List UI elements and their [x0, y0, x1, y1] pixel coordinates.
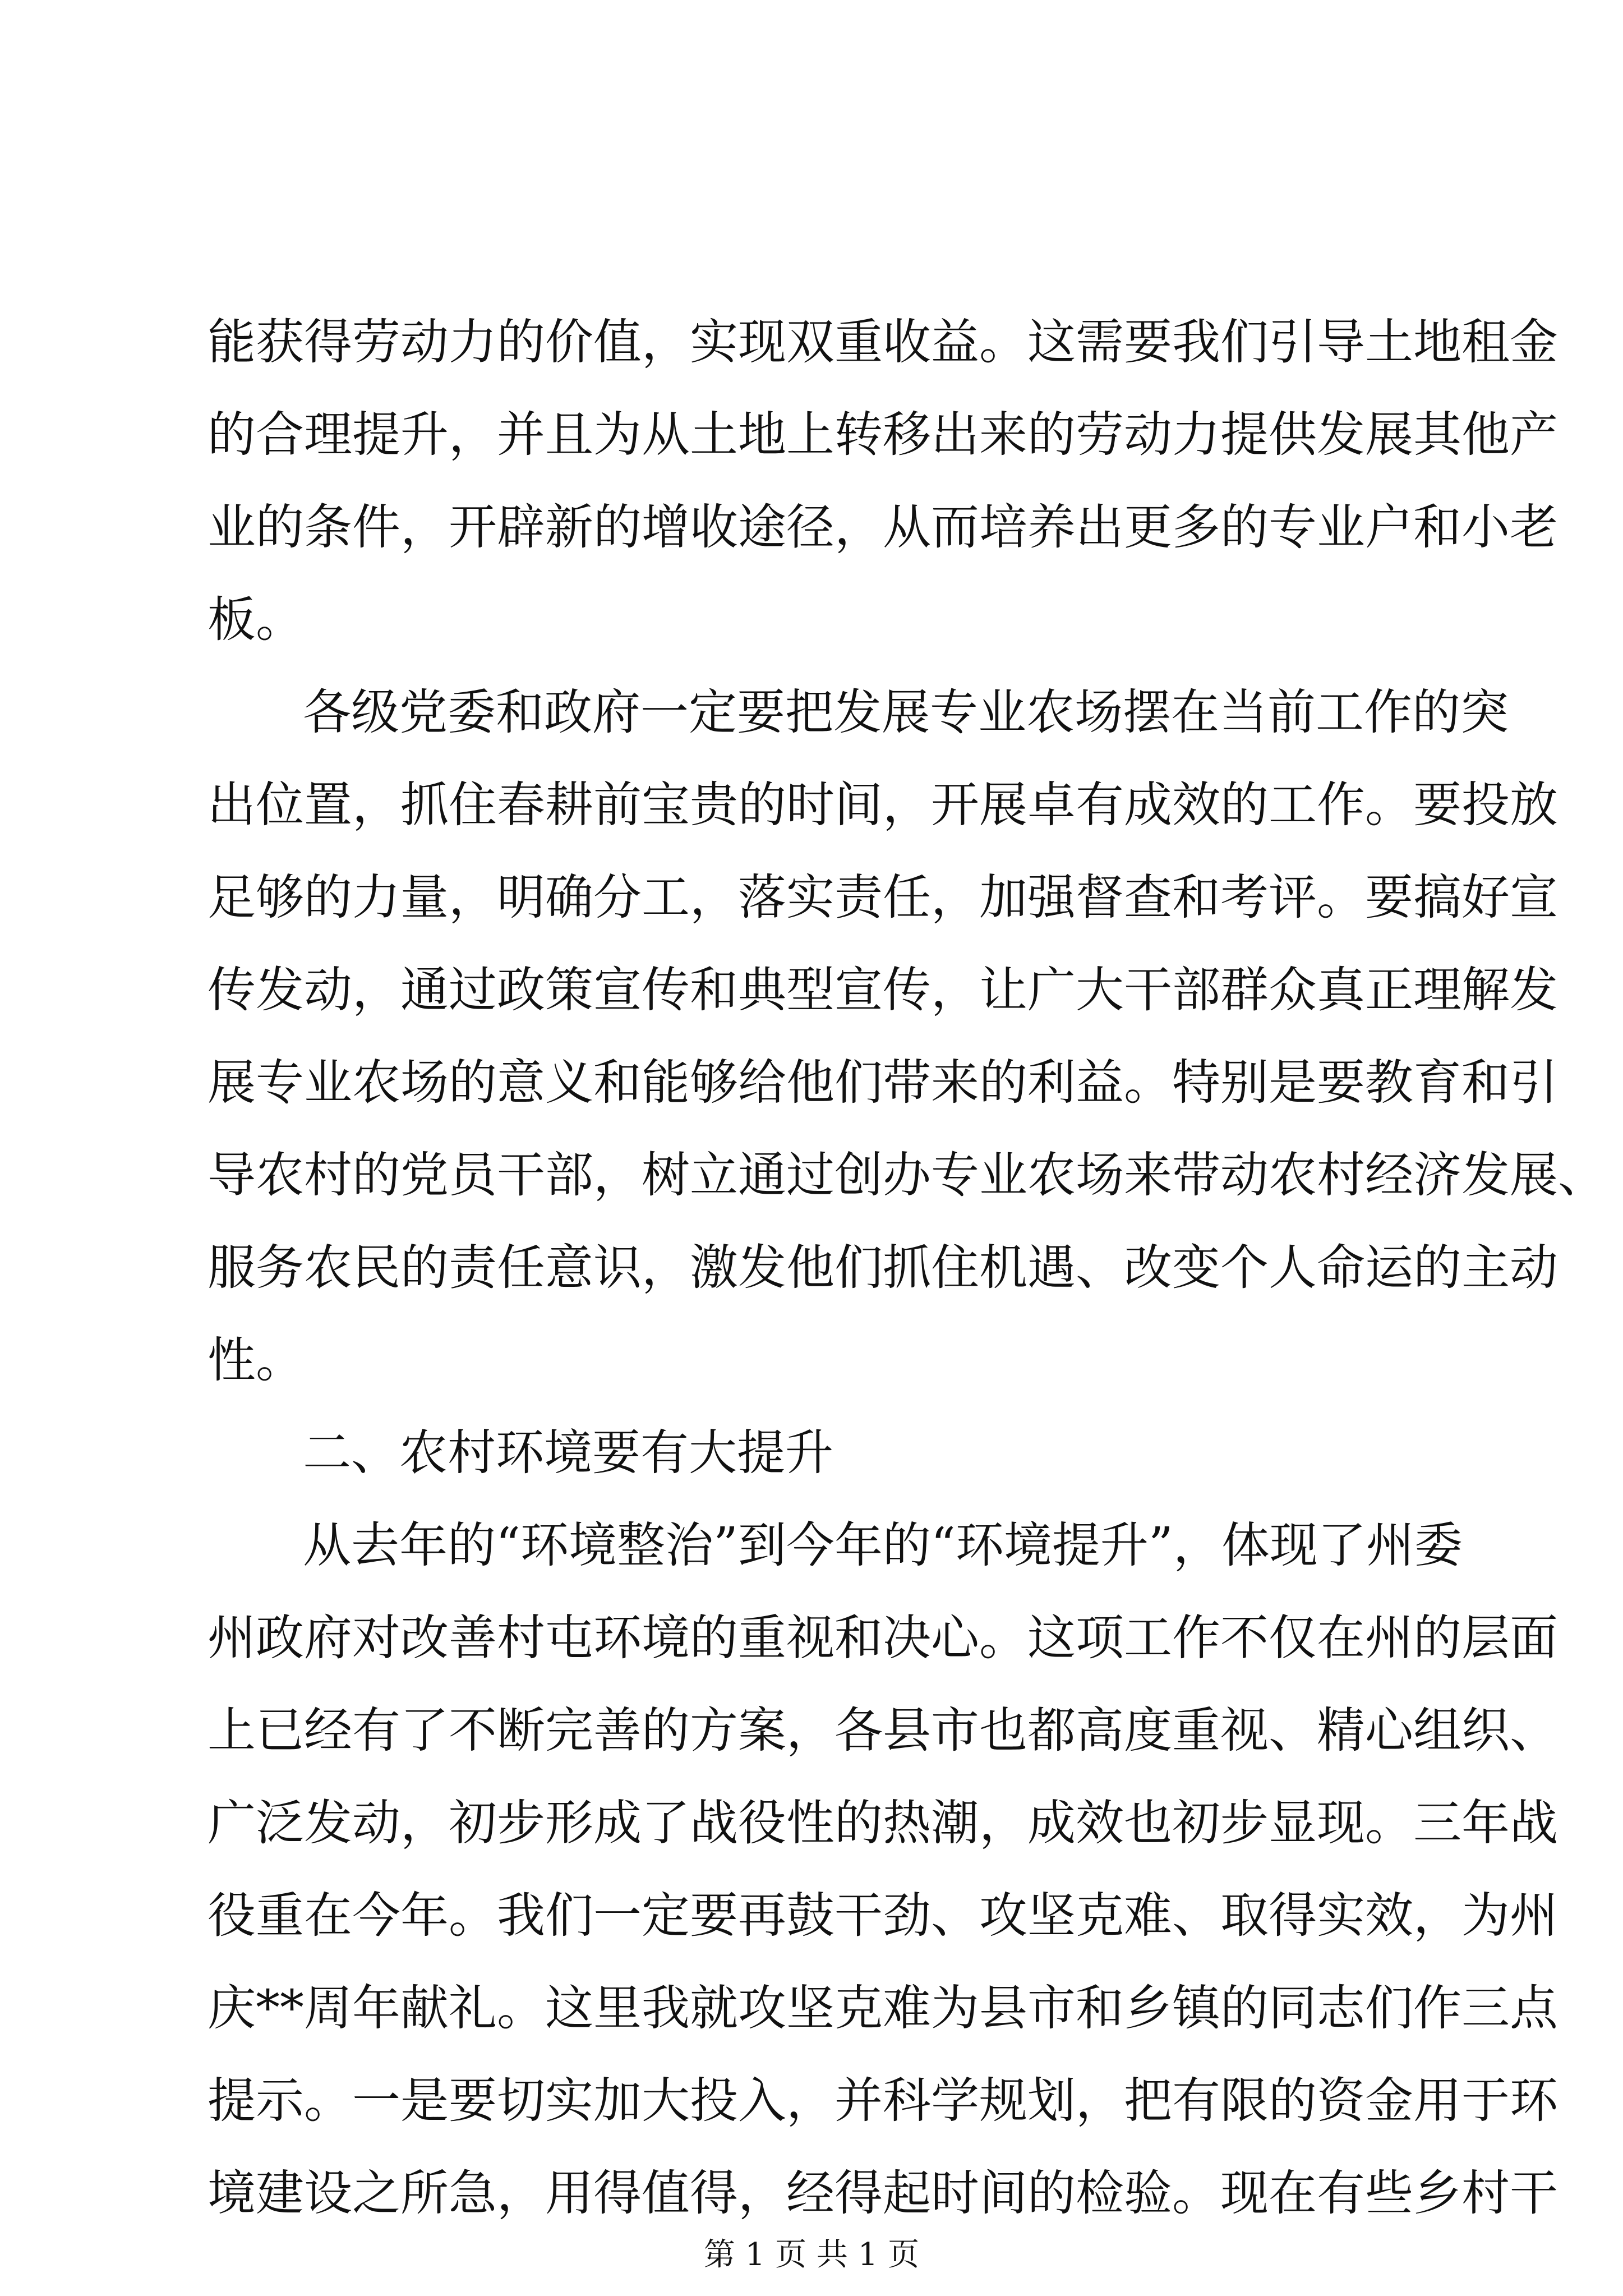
text-line: 性。: [208, 1332, 304, 1388]
text-line: 各级党委和政府一定要把发展专业农场摆在当前工作的突: [303, 684, 1509, 740]
text-line: 足够的力量，明确分工，落实责任，加强督查和考评。要搞好宣: [208, 869, 1558, 926]
section-heading: 二、农村环境要有大提升: [303, 1425, 833, 1481]
text-line: 庆**周年献礼。这里我就攻坚克难为县市和乡镇的同志们作三点: [208, 1980, 1558, 2036]
text-line: 役重在今年。我们一定要再鼓干劲、攻坚克难、取得实效，为州: [208, 1888, 1558, 1944]
text-line: 广泛发动，初步形成了战役性的热潮，成效也初步显现。三年战: [208, 1795, 1558, 1851]
text-line: 提示。一是要切实加大投入，并科学规划，把有限的资金用于环: [208, 2073, 1558, 2129]
text-line: 板。: [208, 592, 304, 648]
text-line: 展专业农场的意义和能够给他们带来的利益。特别是要教育和引: [208, 1055, 1558, 1111]
text-line: 导农村的党员干部，树立通过创办专业农场来带动农村经济发展、: [208, 1147, 1606, 1203]
text-line: 出位置，抓住春耕前宝贵的时间，开展卓有成效的工作。要投放: [208, 777, 1558, 833]
text-line: 从去年的“环境整治”到今年的“环境提升”，体现了州委: [303, 1517, 1463, 1573]
text-line: 州政府对改善村屯环境的重视和决心。这项工作不仅在州的层面: [208, 1610, 1558, 1666]
text-line: 能获得劳动力的价值，实现双重收益。这需要我们引导土地租金: [208, 314, 1558, 370]
text-line: 业的条件，开辟新的增收途径，从而培养出更多的专业户和小老: [208, 499, 1558, 555]
page-footer: 第 1 页 共 1 页: [703, 2237, 920, 2273]
text-line: 境建设之所急，用得值得，经得起时间的检验。现在有些乡村干: [208, 2165, 1558, 2221]
text-line: 传发动，通过政策宣传和典型宣传，让广大干部群众真正理解发: [208, 962, 1558, 1018]
text-line: 的合理提升，并且为从土地上转移出来的劳动力提供发展其他产: [208, 407, 1558, 463]
text-line: 服务农民的责任意识，激发他们抓住机遇、改变个人命运的主动: [208, 1240, 1558, 1296]
text-line: 上已经有了不断完善的方案，各县市也都高度重视、精心组织、: [208, 1703, 1558, 1759]
